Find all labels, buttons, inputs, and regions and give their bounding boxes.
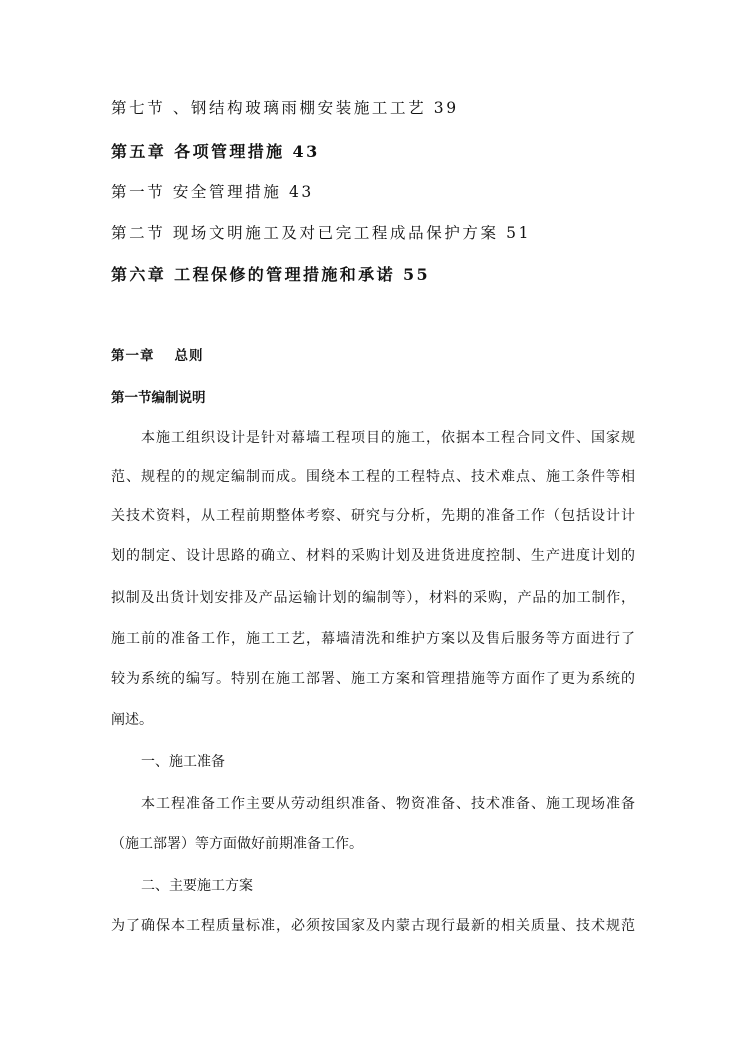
paragraph-line: 拟制及出货计划安排及产品运输计划的编制等），材料的采购，产品的加工制作，: [111, 590, 635, 606]
paragraph-line: 施工前的准备工作，施工工艺，幕墙清洗和维护方案以及售后服务等方面进行了: [111, 631, 635, 647]
paragraph-line: 关技术资料，从工程前期整体考察、研究与分析，先期的准备工作（包括设计计: [111, 508, 635, 524]
paragraph-line: （施工部署）等方面做好前期准备工作。: [111, 836, 363, 852]
toc-entry-section-1[interactable]: 第一节 安全管理措施 43: [111, 183, 314, 201]
paragraph-line: 本施工组织设计是针对幕墙工程项目的施工，依据本工程合同文件、国家规: [141, 430, 635, 446]
item-title-preparation: 一、施工准备: [141, 754, 225, 770]
item-title-construction-plan: 二、主要施工方案: [141, 878, 253, 894]
toc-entry-section-7[interactable]: 第七节 、钢结构玻璃雨棚安装施工工艺 39: [111, 99, 459, 117]
paragraph-line: 为了确保本工程质量标准，必须按国家及内蒙古现行最新的相关质量、技术规范: [111, 918, 635, 934]
paragraph-line: 本工程准备工作主要从劳动组织准备、物资准备、技术准备、施工现场准备: [141, 796, 635, 812]
paragraph-line: 划的制定、设计思路的确立、材料的采购计划及进货进度控制、生产进度计划的: [111, 548, 635, 564]
toc-entry-section-2[interactable]: 第二节 现场文明施工及对已完工程成品保护方案 51: [111, 224, 532, 242]
paragraph-line: 范、规程的的规定编制而成。围绕本工程的工程特点、技术难点、施工条件等相: [111, 469, 635, 485]
toc-entry-chapter-6[interactable]: 第六章 工程保修的管理措施和承诺 55: [111, 265, 431, 284]
chapter-number: 第一章: [111, 348, 155, 364]
chapter-heading: [111, 344, 204, 364]
chapter-title: 总则: [174, 348, 204, 364]
paragraph-line: 阐述。: [111, 712, 153, 728]
section-heading: 第一节编制说明: [111, 390, 206, 406]
paragraph-line: 较为系统的编写。特别在施工部署、施工方案和管理措施等方面作了更为系统的: [111, 671, 635, 687]
toc-entry-chapter-5[interactable]: 第五章 各项管理措施 43: [111, 142, 320, 161]
